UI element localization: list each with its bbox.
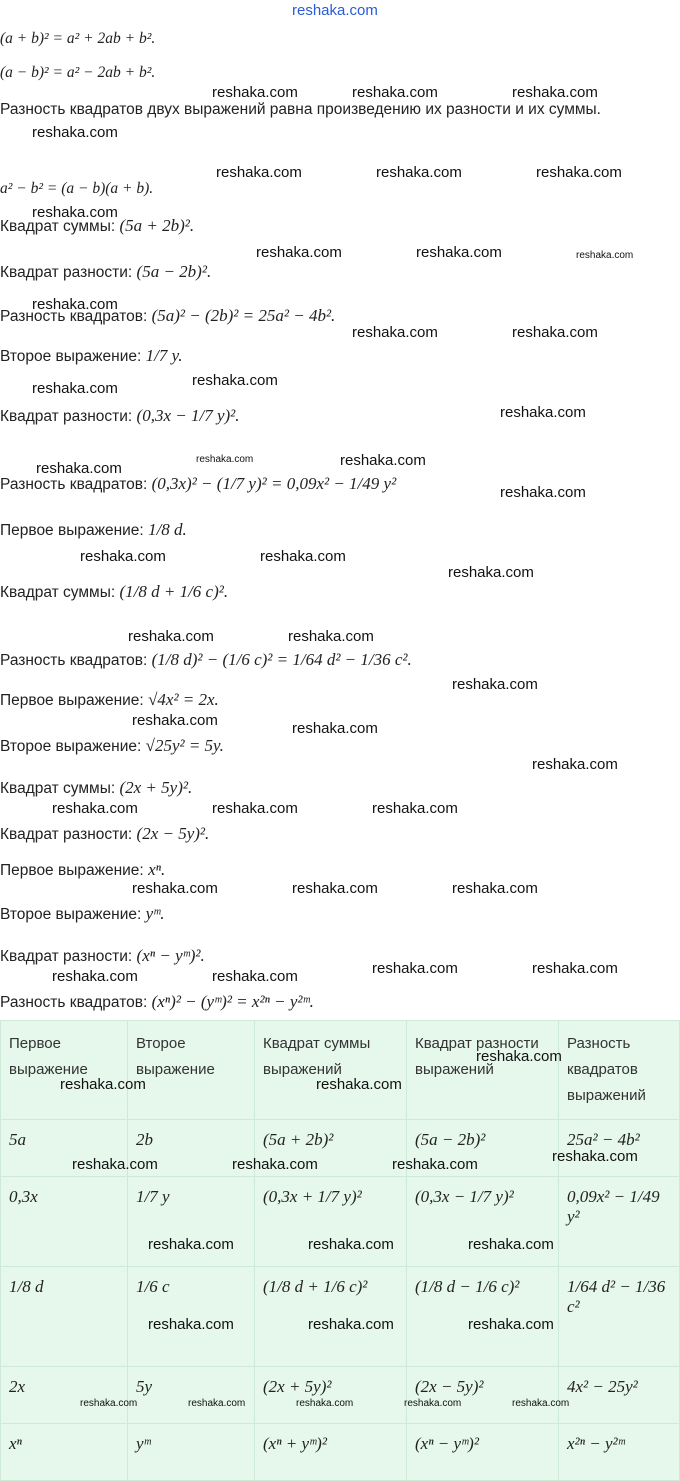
watermark: reshaka.com: [416, 244, 502, 261]
table-cell: (1/8 d − 1/6 c)²: [407, 1267, 559, 1367]
watermark: reshaka.com: [80, 548, 166, 565]
watermark: reshaka.com: [132, 880, 218, 897]
line-7: Первое выражение: 1/8 d.: [0, 520, 187, 539]
watermark: reshaka.com: [292, 2, 378, 19]
table-cell: 2x: [1, 1367, 128, 1424]
watermark: reshaka.com: [452, 676, 538, 693]
rule-text: Разность квадратов двух выражений равна произведению их разности и их суммы.: [0, 101, 601, 118]
watermark: reshaka.com: [468, 1316, 554, 1333]
watermark: reshaka.com: [452, 880, 538, 897]
table-cell: 25a² − 4b²: [559, 1120, 680, 1177]
formula-sum-square: (a + b)² = a² + 2ab + b².: [0, 30, 156, 47]
watermark: reshaka.com: [36, 460, 122, 477]
table-cell: (xⁿ + yᵐ)²: [255, 1424, 407, 1481]
watermark: reshaka.com: [316, 1076, 402, 1093]
line-14: Первое выражение: xⁿ.: [0, 860, 166, 879]
watermark: reshaka.com: [148, 1316, 234, 1333]
watermark: reshaka.com: [72, 1156, 158, 1173]
watermark: reshaka.com: [192, 372, 278, 389]
watermark: reshaka.com: [216, 164, 302, 181]
table-cell: yᵐ: [128, 1424, 255, 1481]
table-cell: 1/8 d: [1, 1267, 128, 1367]
watermark: reshaka.com: [212, 84, 298, 101]
watermark: reshaka.com: [196, 454, 254, 465]
formula-diff-square: (a − b)² = a² − 2ab + b².: [0, 64, 156, 81]
table-cell: 2b: [128, 1120, 255, 1177]
watermark: reshaka.com: [32, 296, 118, 313]
watermark: reshaka.com: [476, 1048, 562, 1065]
watermark: reshaka.com: [340, 452, 426, 469]
watermark: reshaka.com: [292, 720, 378, 737]
watermark: reshaka.com: [60, 1076, 146, 1093]
watermark: reshaka.com: [212, 968, 298, 985]
table-cell: (xⁿ − yᵐ)²: [407, 1424, 559, 1481]
table-cell: xⁿ: [1, 1424, 128, 1481]
line-10: Первое выражение: √4x² = 2x.: [0, 690, 219, 709]
table-header-cell: Квадрат суммы выражений: [255, 1021, 407, 1120]
watermark: reshaka.com: [256, 244, 342, 261]
table-row: [1, 1424, 680, 1481]
line-2: Квадрат разности: (5a − 2b)².: [0, 262, 212, 281]
table-header-cell: Первое выражение: [1, 1021, 128, 1120]
watermark: reshaka.com: [532, 756, 618, 773]
watermark: reshaka.com: [128, 628, 214, 645]
watermark: reshaka.com: [132, 712, 218, 729]
watermark: reshaka.com: [372, 960, 458, 977]
watermark: reshaka.com: [512, 84, 598, 101]
table-cell: 0,3x: [1, 1177, 128, 1267]
table-cell: 5a: [1, 1120, 128, 1177]
watermark: reshaka.com: [512, 324, 598, 341]
watermark: reshaka.com: [448, 564, 534, 581]
line-8: Квадрат суммы: (1/8 d + 1/6 c)².: [0, 582, 229, 601]
watermark: reshaka.com: [500, 484, 586, 501]
watermark: reshaka.com: [32, 380, 118, 397]
table-header-cell: Квадрат разности выражений: [407, 1021, 559, 1120]
line-15: Второе выражение: yᵐ.: [0, 904, 165, 923]
watermark: reshaka.com: [512, 1398, 570, 1409]
table-row: [1, 1367, 680, 1424]
watermark: reshaka.com: [52, 800, 138, 817]
table-header-cell: Разность квадратов выражений: [559, 1021, 680, 1120]
watermark: reshaka.com: [392, 1156, 478, 1173]
watermark: reshaka.com: [148, 1236, 234, 1253]
table-cell: (5a + 2b)²: [255, 1120, 407, 1177]
table-cell: 1/64 d² − 1/36 c²: [559, 1267, 680, 1367]
watermark: reshaka.com: [260, 548, 346, 565]
line-3: Разность квадратов: (5a)² − (2b)² = 25a² − 4b².: [0, 306, 336, 325]
watermark: reshaka.com: [32, 124, 118, 141]
table-header-row: [1, 1021, 680, 1120]
watermark: reshaka.com: [292, 880, 378, 897]
watermark: reshaka.com: [32, 204, 118, 221]
watermark: reshaka.com: [536, 164, 622, 181]
table-cell: 1/7 y: [128, 1177, 255, 1267]
watermark: reshaka.com: [532, 960, 618, 977]
line-17: Разность квадратов: (xⁿ)² − (yᵐ)² = x²ⁿ − y²ᵐ.: [0, 992, 314, 1011]
table-cell: x²ⁿ − y²ᵐ: [559, 1424, 680, 1481]
watermark: reshaka.com: [308, 1236, 394, 1253]
line-1: Квадрат суммы: (5a + 2b)².: [0, 216, 195, 235]
formula-diff-of-squares: a² − b² = (a − b)(a + b).: [0, 180, 154, 197]
watermark: reshaka.com: [308, 1316, 394, 1333]
table-cell: (1/8 d + 1/6 c)²: [255, 1267, 407, 1367]
line-6: Разность квадратов: (0,3x)² − (1/7 y)² = 0,09x² − 1/49 y²: [0, 474, 397, 493]
line-4: Второе выражение: 1/7 y.: [0, 346, 183, 365]
line-11: Второе выражение: √25y² = 5y.: [0, 736, 224, 755]
line-12: Квадрат суммы: (2x + 5y)².: [0, 778, 193, 797]
table-cell: (2x − 5y)²: [407, 1367, 559, 1424]
watermark: reshaka.com: [576, 250, 634, 261]
line-5: Квадрат разности: (0,3x − 1/7 y)².: [0, 406, 240, 425]
table-cell: (2x + 5y)²: [255, 1367, 407, 1424]
watermark: reshaka.com: [232, 1156, 318, 1173]
watermark: reshaka.com: [376, 164, 462, 181]
watermark: reshaka.com: [288, 628, 374, 645]
watermark: reshaka.com: [188, 1398, 246, 1409]
table-cell: (5a − 2b)²: [407, 1120, 559, 1177]
line-9: Разность квадратов: (1/8 d)² − (1/6 c)² = 1/64 d² − 1/36 c².: [0, 650, 412, 669]
watermark: reshaka.com: [296, 1398, 354, 1409]
table-cell: (0,3x + 1/7 y)²: [255, 1177, 407, 1267]
watermark: reshaka.com: [80, 1398, 138, 1409]
watermark: reshaka.com: [52, 968, 138, 985]
line-16: Квадрат разности: (xⁿ − yᵐ)².: [0, 946, 205, 965]
watermark: reshaka.com: [404, 1398, 462, 1409]
watermark: reshaka.com: [372, 800, 458, 817]
watermark: reshaka.com: [500, 404, 586, 421]
watermark: reshaka.com: [212, 800, 298, 817]
table-cell: (0,3x − 1/7 y)²: [407, 1177, 559, 1267]
watermark: reshaka.com: [552, 1148, 638, 1165]
table-cell: 1/6 c: [128, 1267, 255, 1367]
watermark: reshaka.com: [352, 84, 438, 101]
table-cell: 4x² − 25y²: [559, 1367, 680, 1424]
table-row: [1, 1177, 680, 1267]
table-cell: 5y: [128, 1367, 255, 1424]
watermark: reshaka.com: [352, 324, 438, 341]
table-cell: 0,09x² − 1/49 y²: [559, 1177, 680, 1267]
table-header-cell: Второе выражение: [128, 1021, 255, 1120]
line-13: Квадрат разности: (2x − 5y)².: [0, 824, 210, 843]
watermark: reshaka.com: [468, 1236, 554, 1253]
